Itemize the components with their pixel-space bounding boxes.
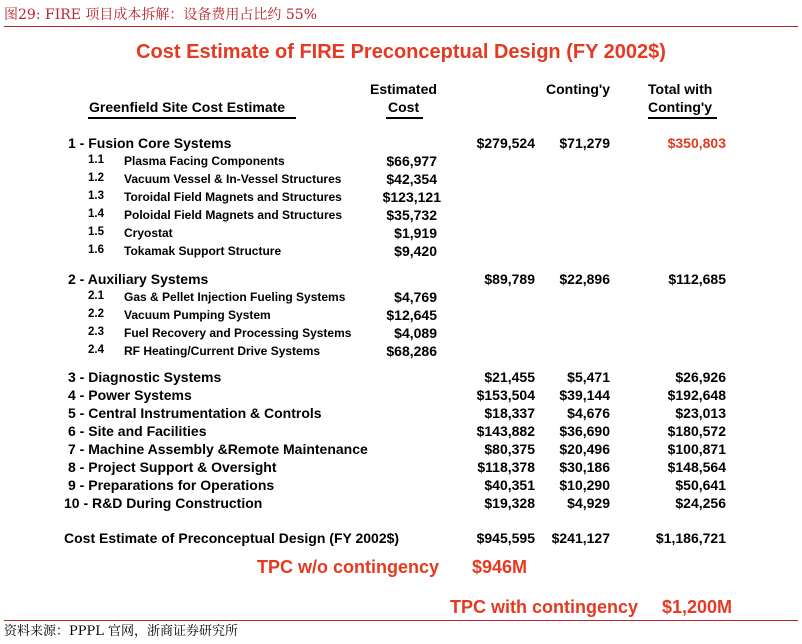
subitem-label: Poloidal Field Magnets and Structures [124,208,343,222]
subitem-number: 1.4 [88,208,104,220]
subitem-number: 1.5 [88,226,104,238]
section-cost: $18,337 [484,405,535,421]
subitem-cost: $4,769 [394,289,437,305]
subitem-label: Toroidal Field Magnets and Structures [124,190,342,204]
tpc-with-contingency-value: $1,200M [662,597,733,617]
section-contingency: $4,676 [567,405,610,421]
header-underline-total [648,117,717,119]
section-label: 10 - R&D During Construction [64,495,263,511]
section-cost: $153,504 [476,387,535,403]
subitem-number: 2.4 [88,344,104,356]
section-cost: $279,524 [476,135,535,151]
source-text: 资料来源：PPPL 官网，浙商证券研究所 [4,624,239,639]
subitem-number: 1.6 [88,244,104,256]
header-underline-cost [386,117,423,119]
subitem-label: Vacuum Pumping System [124,308,271,322]
subitem-number: 2.2 [88,308,104,320]
section-cost: $19,328 [484,495,535,511]
subitem-label: RF Heating/Current Drive Systems [124,344,321,358]
subitem-cost: $12,645 [386,307,437,323]
section-cost: $143,882 [476,423,535,439]
section-label: 2 - Auxiliary Systems [68,271,209,287]
section-cost: $89,789 [484,271,535,287]
header-total-with: Total with [648,81,713,97]
subitem-cost: $68,286 [386,343,437,359]
header-contingency: Conting'y [546,81,610,97]
subitem-number: 2.1 [88,290,104,302]
subitem-cost: $9,420 [394,243,437,259]
section-total: $350,803 [667,135,726,151]
subitem-cost: $35,732 [386,207,437,223]
section-contingency: $20,496 [559,441,610,457]
figure-caption [4,4,798,27]
subitem-cost: $123,121 [382,189,441,205]
section-contingency: $10,290 [559,477,610,493]
section-contingency: $36,690 [559,423,610,439]
section-total: $23,013 [675,405,726,421]
subitem-number: 1.2 [88,172,104,184]
grand-total-contingency: $241,127 [551,530,610,546]
tpc-without-contingency-label: TPC w/o contingency [257,557,440,577]
section-contingency: $4,929 [567,495,610,511]
subitem-cost: $42,354 [386,171,437,187]
subitem-cost: $4,089 [394,325,437,341]
section-label: 4 - Power Systems [68,387,192,403]
section-cost: $118,378 [477,459,535,475]
subitem-number: 1.3 [88,190,104,202]
section-contingency: $39,144 [559,387,610,403]
section-total: $100,871 [667,441,726,457]
section-label: 6 - Site and Facilities [68,423,207,439]
subitem-label: Gas & Pellet Injection Fueling Systems [124,290,346,304]
section-label: 7 - Machine Assembly &Remote Maintenance [68,441,368,457]
subitem-cost: $66,977 [386,153,437,169]
figure-caption-text: 图29: FIRE 项目成本拆解：设备费用占比约 55% [4,7,318,23]
section-total: $24,256 [675,495,726,511]
header-total-contingency: Conting'y [648,99,712,115]
section-label: 8 - Project Support & Oversight [68,459,277,475]
grand-total-label: Cost Estimate of Preconceptual Design (FY 2002$) [64,530,400,546]
section-contingency: $30,186 [559,459,610,475]
section-contingency: $5,471 [567,369,610,385]
header-cost: Cost [388,99,420,115]
grand-total-cost: $945,595 [476,530,535,546]
subitem-number: 2.3 [88,326,104,338]
grand-total-total: $1,186,721 [655,530,726,546]
page-title: Cost Estimate of FIRE Preconceptual Design (FY 2002$) [136,41,666,63]
section-cost: $21,455 [484,369,535,385]
source-note [4,620,798,643]
section-total: $26,926 [675,369,726,385]
section-total: $148,564 [667,459,726,475]
subitem-number: 1.1 [88,154,104,166]
section-label: 3 - Diagnostic Systems [68,369,222,385]
header-estimated: Estimated [370,81,437,97]
section-label: 9 - Preparations for Operations [68,477,275,493]
subitem-label: Plasma Facing Components [124,154,285,168]
section-total: $50,641 [675,477,726,493]
section-cost: $40,351 [484,477,535,493]
subitem-cost: $1,919 [394,225,437,241]
section-total: $192,648 [667,387,726,403]
section-contingency: $22,896 [559,271,610,287]
subitem-label: Fuel Recovery and Processing Systems [124,326,352,340]
tpc-with-contingency-label: TPC with contingency [450,597,639,617]
subitem-label: Tokamak Support Structure [124,244,282,258]
section-label: 1 - Fusion Core Systems [68,135,232,151]
section-contingency: $71,279 [559,135,610,151]
subitem-label: Vacuum Vessel & In-Vessel Structures [124,172,342,186]
tpc-without-contingency-value: $946M [472,557,528,577]
header-site-estimate: Greenfield Site Cost Estimate [89,99,286,115]
section-total: $112,685 [668,271,726,287]
section-cost: $80,375 [484,441,535,457]
section-label: 5 - Central Instrumentation & Controls [68,405,322,421]
subitem-label: Cryostat [124,226,173,240]
header-underline-site [88,117,296,119]
section-total: $180,572 [667,423,726,439]
